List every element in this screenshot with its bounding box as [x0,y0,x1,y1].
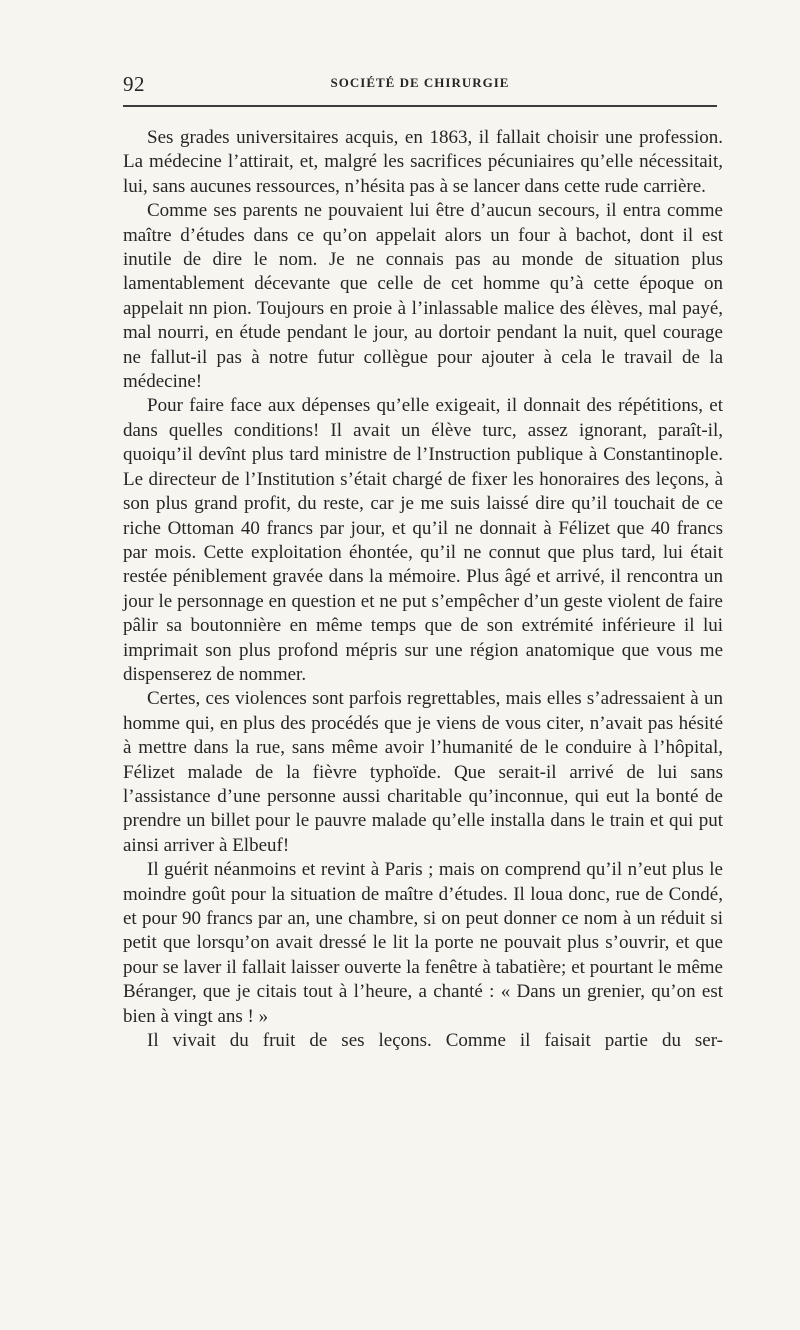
paragraph: Ses grades universitaires acquis, en 1863, il fallait choisir une profession. La médecine l’attirait, et, malgré les sacrifices pécuniaires qu’elle nécessitait, lui, sans aucunes ressources, n’hésita pas à se lancer dans cette rude carrière. [123,127,723,197]
paragraph: Il guérit néanmoins et revint à Paris ; mais on comprend qu’il n’eut plus le moindre goût pour la situation de maître d’études. Il loua donc, rue de Condé, et pour 90 francs par an, une chambre, si on peut donner ce nom à un réduit si petit que lorsqu’on avait dressé le lit la porte ne pouvait plus s’ouvrir, et que pour se laver il fallait laisser ouverte la fenêtre à tabatière; et pourtant le même Béranger, que je citais tout à l’heure, a chanté : « Dans un grenier, qu’on est bien à vingt ans ! » [123,859,723,1027]
page-number: 92 [123,72,145,96]
paragraph: Comme ses parents ne pouvaient lui être d’aucun secours, il entra comme maître d’études dans ce qu’on appelait alors un four à bachot, dont il est inutile de dire le nom. Je ne connais pas au monde de situation plus lamentablement décevante que celle de cet homme qu’à cette époque on appelait nn pion. Toujours en proie à l’inlassable malice des élèves, mal payé, mal nourri, en étude pendant le jour, au dortoir pendant la nuit, quel courage ne fallut-il pas à notre futur collègue pour ajouter à cela le travail de la médecine! [123,200,723,393]
page-header [123,72,717,96]
paragraph: Certes, ces violences sont parfois regrettables, mais elles s’adressaient à un homme qui, en plus des procédés que je viens de vous citer, n’avait pas hésité à mettre dans la rue, sans même avoir l’humanité de le conduire à l’hôpital, Félizet malade de la fièvre typhoïde. Que serait-il arrivé de lui sans l’assistance d’une personne aussi charitable qu’inconnue, qui eut la bonté de prendre un billet pour le pauvre malade qu’elle installa dans le train et qui put ainsi arriver à Elbeuf! [123,688,723,856]
running-title: SOCIÉTÉ DE CHIRURGIE [330,75,510,90]
paragraph: Il vivait du fruit de ses leçons. Comme il faisait partie du ser- [147,1030,723,1052]
header-rule [123,105,717,107]
body-text [123,126,723,1053]
paragraph: Pour faire face aux dépenses qu’elle exigeait, il donnait des répétitions, et dans quelles conditions! Il avait un élève turc, assez ignorant, paraît-il, quoiqu’il devînt plus tard ministre de l’Instruction publique à Constantinople. Le directeur de l’Institution s’était chargé de fixer les honoraires des leçons, à son plus grand profit, du reste, car je me suis laissé dire qu’il touchait de ce riche Ottoman 40 francs par jour, et qu’il ne donnait à Félizet que 40 francs par mois. Cette exploitation éhontée, qu’il ne connut que plus tard, lui était restée péniblement gravée dans la mémoire. Plus âgé et arrivé, il rencontra un jour le personnage en question et ne put s’empêcher d’un geste violent de faire pâlir sa boutonnière en même temps que de son extrémité inférieure il lui imprimait son plus profond mépris sur une région anatomique que vous me dispenserez de nommer. [123,395,723,685]
